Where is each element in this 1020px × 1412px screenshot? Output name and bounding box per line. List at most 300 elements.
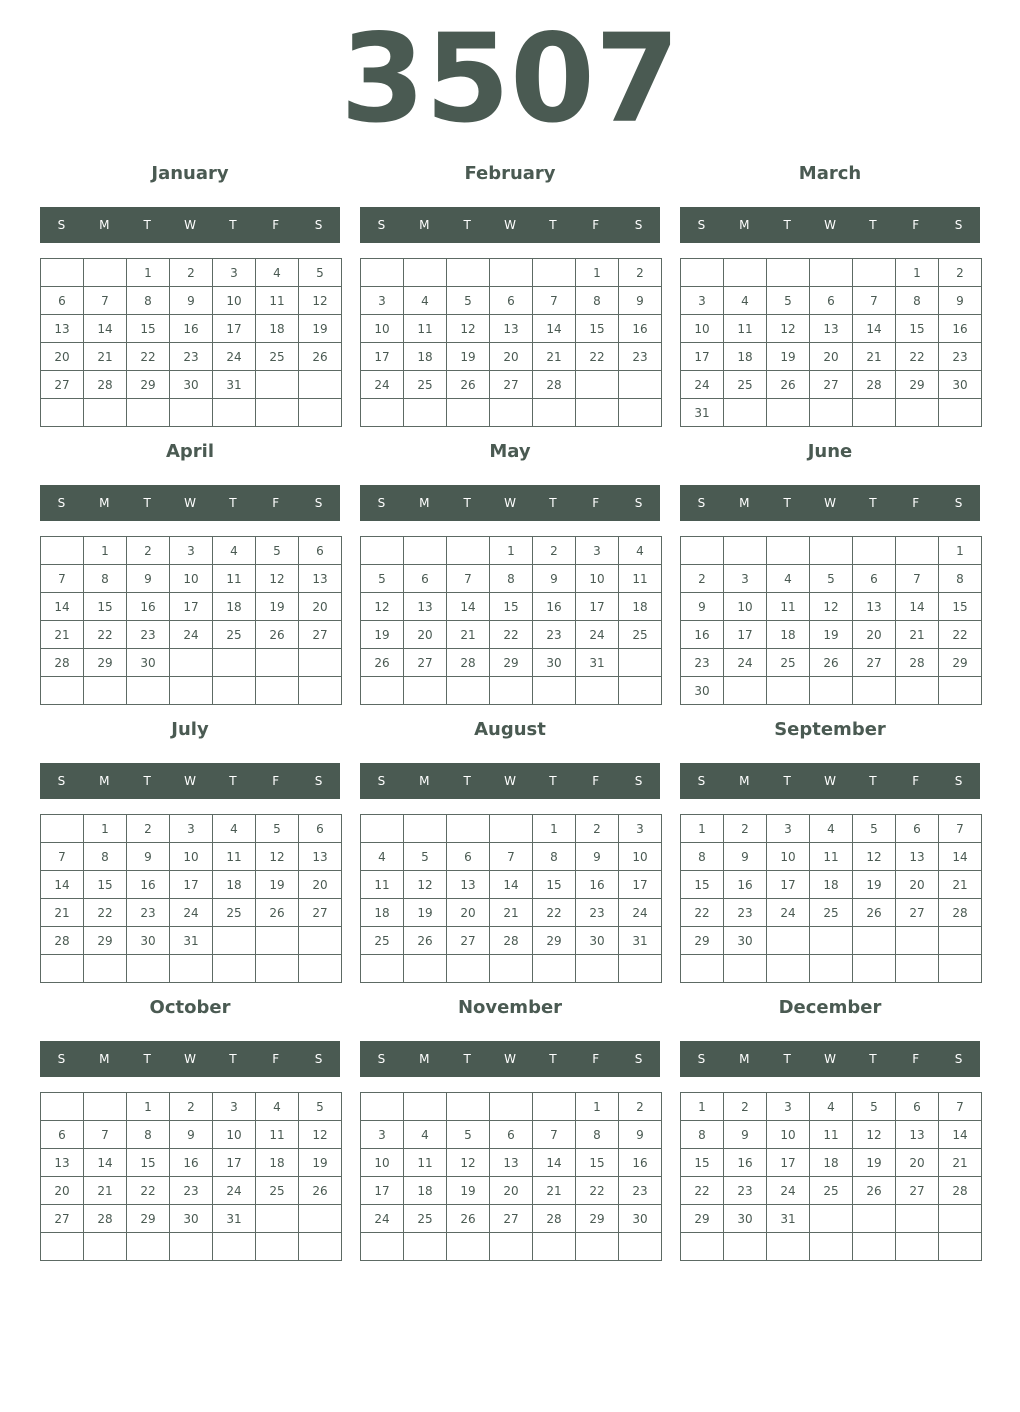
day-cell: 25 xyxy=(213,621,256,649)
day-cell: 23 xyxy=(619,343,662,371)
weekday-label: F xyxy=(592,1052,600,1066)
day-cell: 17 xyxy=(681,343,724,371)
weekday-header xyxy=(680,485,980,521)
day-cell xyxy=(41,1093,84,1121)
day-cell: 21 xyxy=(939,871,982,899)
day-cell: 2 xyxy=(170,259,213,287)
weekday-label: S xyxy=(377,496,386,510)
day-cell xyxy=(84,1093,127,1121)
weekday-label: S xyxy=(57,218,66,232)
day-cell: 22 xyxy=(896,343,939,371)
day-cell: 17 xyxy=(213,315,256,343)
day-cell: 8 xyxy=(533,843,576,871)
day-cell xyxy=(853,537,896,565)
day-cell: 28 xyxy=(939,899,982,927)
day-cell: 17 xyxy=(767,871,810,899)
day-cell: 30 xyxy=(170,371,213,399)
week-row xyxy=(681,1093,982,1121)
weekday-label: F xyxy=(912,218,920,232)
day-cell: 7 xyxy=(853,287,896,315)
week-row xyxy=(361,371,662,399)
day-cell: 24 xyxy=(767,1177,810,1205)
weekday-label: M xyxy=(419,496,430,510)
day-cell: 28 xyxy=(41,927,84,955)
day-cell: 9 xyxy=(127,843,170,871)
day-cell xyxy=(361,537,404,565)
day-cell xyxy=(853,955,896,983)
week-row xyxy=(681,593,982,621)
day-cell: 22 xyxy=(681,1177,724,1205)
day-cell: 8 xyxy=(681,843,724,871)
weekday-label: T xyxy=(143,496,151,510)
day-cell: 11 xyxy=(213,565,256,593)
day-cell: 14 xyxy=(533,315,576,343)
day-cell xyxy=(213,1233,256,1261)
day-cell xyxy=(299,955,342,983)
weekday-label: W xyxy=(824,218,836,232)
week-row xyxy=(41,399,342,427)
day-cell: 8 xyxy=(576,287,619,315)
day-cell: 24 xyxy=(619,899,662,927)
day-cell: 1 xyxy=(84,537,127,565)
weekday-label: S xyxy=(697,774,706,788)
day-cell: 8 xyxy=(127,1121,170,1149)
day-cell: 14 xyxy=(84,1149,127,1177)
week-row xyxy=(681,315,982,343)
day-cell xyxy=(41,399,84,427)
day-cell: 27 xyxy=(299,621,342,649)
day-cell xyxy=(170,1233,213,1261)
day-cell: 5 xyxy=(447,1121,490,1149)
day-cell: 5 xyxy=(361,565,404,593)
day-cell: 4 xyxy=(213,537,256,565)
day-cell: 6 xyxy=(41,1121,84,1149)
day-cell: 6 xyxy=(896,1093,939,1121)
day-cell xyxy=(361,815,404,843)
day-cell: 11 xyxy=(404,315,447,343)
day-cell: 22 xyxy=(533,899,576,927)
day-cell: 17 xyxy=(213,1149,256,1177)
day-cell xyxy=(619,955,662,983)
day-cell: 19 xyxy=(299,1149,342,1177)
week-row xyxy=(361,259,662,287)
day-cell: 26 xyxy=(299,343,342,371)
day-cell: 14 xyxy=(533,1149,576,1177)
day-cell xyxy=(619,1233,662,1261)
day-grid xyxy=(680,536,982,705)
day-cell: 31 xyxy=(681,399,724,427)
day-cell: 12 xyxy=(256,843,299,871)
day-cell: 14 xyxy=(939,1121,982,1149)
day-cell xyxy=(361,259,404,287)
day-cell xyxy=(256,371,299,399)
day-cell: 2 xyxy=(681,565,724,593)
day-cell: 21 xyxy=(939,1149,982,1177)
day-cell xyxy=(299,649,342,677)
day-cell: 14 xyxy=(41,593,84,621)
weekday-label: S xyxy=(697,1052,706,1066)
day-cell: 7 xyxy=(939,1093,982,1121)
day-cell: 13 xyxy=(41,315,84,343)
day-cell: 21 xyxy=(896,621,939,649)
day-cell xyxy=(361,1233,404,1261)
week-row xyxy=(41,1121,342,1149)
weekday-header xyxy=(360,485,660,521)
day-cell xyxy=(810,1205,853,1233)
day-cell: 2 xyxy=(619,1093,662,1121)
day-cell: 30 xyxy=(576,927,619,955)
day-cell: 29 xyxy=(576,1205,619,1233)
weekday-label: T xyxy=(549,496,557,510)
day-cell xyxy=(896,677,939,705)
day-cell: 30 xyxy=(619,1205,662,1233)
weekday-label: S xyxy=(697,496,706,510)
week-row xyxy=(681,649,982,677)
weekday-label: T xyxy=(783,1052,791,1066)
day-cell xyxy=(256,399,299,427)
day-cell: 30 xyxy=(170,1205,213,1233)
day-cell: 23 xyxy=(939,343,982,371)
week-row xyxy=(361,565,662,593)
day-cell: 28 xyxy=(853,371,896,399)
day-cell xyxy=(619,677,662,705)
day-cell: 2 xyxy=(724,815,767,843)
day-cell: 21 xyxy=(490,899,533,927)
day-cell: 29 xyxy=(84,649,127,677)
day-cell: 26 xyxy=(256,621,299,649)
weekday-label: M xyxy=(739,774,750,788)
day-cell: 4 xyxy=(256,1093,299,1121)
day-cell xyxy=(767,399,810,427)
day-cell: 6 xyxy=(404,565,447,593)
day-cell: 27 xyxy=(299,899,342,927)
day-cell: 10 xyxy=(681,315,724,343)
week-row xyxy=(681,259,982,287)
day-cell: 15 xyxy=(576,1149,619,1177)
week-row xyxy=(41,371,342,399)
day-cell: 23 xyxy=(533,621,576,649)
day-cell: 8 xyxy=(84,565,127,593)
day-cell: 15 xyxy=(533,871,576,899)
weekday-label: W xyxy=(504,774,516,788)
weekday-label: S xyxy=(314,496,323,510)
day-cell: 18 xyxy=(256,315,299,343)
week-row xyxy=(41,565,342,593)
day-cell: 30 xyxy=(127,649,170,677)
day-cell: 27 xyxy=(810,371,853,399)
day-cell: 21 xyxy=(533,343,576,371)
day-cell xyxy=(84,1233,127,1261)
day-cell: 11 xyxy=(404,1149,447,1177)
weekday-label: S xyxy=(57,774,66,788)
day-cell: 28 xyxy=(447,649,490,677)
day-cell: 1 xyxy=(939,537,982,565)
week-row xyxy=(361,1205,662,1233)
day-cell: 28 xyxy=(84,371,127,399)
day-cell xyxy=(299,677,342,705)
weekday-label: M xyxy=(739,218,750,232)
day-cell xyxy=(404,537,447,565)
day-cell xyxy=(896,1205,939,1233)
day-cell: 26 xyxy=(810,649,853,677)
day-cell xyxy=(41,537,84,565)
day-cell: 24 xyxy=(213,1177,256,1205)
week-row xyxy=(361,1149,662,1177)
day-cell xyxy=(896,927,939,955)
weekday-label: T xyxy=(229,496,237,510)
week-row xyxy=(41,621,342,649)
weekday-header xyxy=(40,207,340,243)
weekday-label: T xyxy=(463,774,471,788)
day-cell: 3 xyxy=(724,565,767,593)
week-row xyxy=(681,621,982,649)
day-cell: 9 xyxy=(533,565,576,593)
month-name: June xyxy=(807,441,853,462)
day-cell: 16 xyxy=(724,871,767,899)
weekday-label: W xyxy=(184,218,196,232)
day-cell: 17 xyxy=(767,1149,810,1177)
weekday-label: F xyxy=(592,774,600,788)
day-cell: 11 xyxy=(256,1121,299,1149)
day-cell xyxy=(896,955,939,983)
weekday-label: S xyxy=(314,774,323,788)
day-cell: 31 xyxy=(213,1205,256,1233)
week-row xyxy=(681,1205,982,1233)
day-cell xyxy=(170,399,213,427)
week-row xyxy=(361,1093,662,1121)
day-cell: 7 xyxy=(84,1121,127,1149)
day-cell: 28 xyxy=(84,1205,127,1233)
day-cell: 29 xyxy=(127,371,170,399)
day-cell xyxy=(533,677,576,705)
day-cell: 19 xyxy=(447,343,490,371)
day-cell: 12 xyxy=(299,287,342,315)
weekday-label: T xyxy=(869,774,877,788)
weekday-label: F xyxy=(592,496,600,510)
day-cell: 1 xyxy=(127,1093,170,1121)
day-cell: 20 xyxy=(447,899,490,927)
day-cell: 23 xyxy=(170,343,213,371)
day-cell: 29 xyxy=(84,927,127,955)
week-row xyxy=(681,815,982,843)
day-cell: 12 xyxy=(299,1121,342,1149)
month-name: December xyxy=(778,997,882,1018)
week-row xyxy=(361,621,662,649)
day-cell: 7 xyxy=(447,565,490,593)
weekday-label: F xyxy=(592,218,600,232)
day-cell: 27 xyxy=(41,1205,84,1233)
weekday-label: W xyxy=(184,1052,196,1066)
day-cell: 19 xyxy=(361,621,404,649)
month-name: February xyxy=(464,163,556,184)
day-cell: 23 xyxy=(127,899,170,927)
day-cell xyxy=(767,537,810,565)
weekday-header xyxy=(680,763,980,799)
weekday-header xyxy=(360,207,660,243)
day-cell: 15 xyxy=(896,315,939,343)
week-row xyxy=(361,593,662,621)
day-cell: 21 xyxy=(41,621,84,649)
day-cell: 3 xyxy=(619,815,662,843)
day-cell: 25 xyxy=(256,1177,299,1205)
day-cell xyxy=(810,955,853,983)
day-cell: 30 xyxy=(533,649,576,677)
day-cell xyxy=(896,537,939,565)
day-cell: 22 xyxy=(681,899,724,927)
day-cell xyxy=(213,677,256,705)
week-row xyxy=(681,899,982,927)
day-cell xyxy=(896,1233,939,1261)
day-cell: 23 xyxy=(724,1177,767,1205)
day-cell: 15 xyxy=(681,1149,724,1177)
week-row xyxy=(361,287,662,315)
day-cell xyxy=(361,1093,404,1121)
day-cell xyxy=(810,537,853,565)
day-cell xyxy=(404,399,447,427)
week-row xyxy=(681,1233,982,1261)
week-row xyxy=(361,955,662,983)
day-cell: 16 xyxy=(576,871,619,899)
day-cell: 5 xyxy=(299,1093,342,1121)
day-cell: 28 xyxy=(41,649,84,677)
day-cell: 3 xyxy=(361,1121,404,1149)
weekday-header xyxy=(360,763,660,799)
day-cell: 25 xyxy=(810,1177,853,1205)
day-cell: 14 xyxy=(447,593,490,621)
day-cell: 26 xyxy=(447,371,490,399)
day-cell: 12 xyxy=(256,565,299,593)
day-cell: 8 xyxy=(681,1121,724,1149)
day-cell xyxy=(213,955,256,983)
day-grid xyxy=(40,536,342,705)
day-cell: 25 xyxy=(724,371,767,399)
day-cell: 4 xyxy=(361,843,404,871)
weekday-label: T xyxy=(143,218,151,232)
week-row xyxy=(681,677,982,705)
week-row xyxy=(41,927,342,955)
day-cell xyxy=(299,1205,342,1233)
weekday-label: W xyxy=(504,1052,516,1066)
day-cell xyxy=(41,677,84,705)
day-cell: 12 xyxy=(810,593,853,621)
weekday-label: T xyxy=(869,1052,877,1066)
day-cell: 30 xyxy=(939,371,982,399)
day-cell: 16 xyxy=(681,621,724,649)
day-cell: 19 xyxy=(853,1149,896,1177)
day-cell: 9 xyxy=(724,1121,767,1149)
day-cell: 18 xyxy=(404,1177,447,1205)
day-cell: 1 xyxy=(576,259,619,287)
weekday-label: F xyxy=(272,218,280,232)
day-cell: 28 xyxy=(939,1177,982,1205)
week-row xyxy=(361,843,662,871)
day-cell xyxy=(447,955,490,983)
day-cell xyxy=(853,927,896,955)
week-row xyxy=(361,315,662,343)
day-cell: 9 xyxy=(724,843,767,871)
day-cell xyxy=(213,649,256,677)
day-cell: 15 xyxy=(576,315,619,343)
day-cell: 28 xyxy=(896,649,939,677)
day-cell: 25 xyxy=(404,371,447,399)
day-cell xyxy=(361,399,404,427)
week-row xyxy=(41,315,342,343)
day-cell: 5 xyxy=(810,565,853,593)
day-cell: 16 xyxy=(533,593,576,621)
day-cell: 3 xyxy=(576,537,619,565)
week-row xyxy=(361,1177,662,1205)
day-cell: 20 xyxy=(853,621,896,649)
day-cell: 19 xyxy=(853,871,896,899)
day-cell: 20 xyxy=(299,871,342,899)
week-row xyxy=(41,1205,342,1233)
day-cell xyxy=(619,371,662,399)
month-name: May xyxy=(489,441,531,462)
week-row xyxy=(681,565,982,593)
day-cell: 12 xyxy=(361,593,404,621)
weekday-label: W xyxy=(504,496,516,510)
day-cell: 9 xyxy=(681,593,724,621)
weekday-label: M xyxy=(419,218,430,232)
day-cell: 29 xyxy=(533,927,576,955)
day-cell: 30 xyxy=(724,927,767,955)
weekday-label: S xyxy=(954,1052,963,1066)
day-cell: 27 xyxy=(404,649,447,677)
weekday-label: T xyxy=(463,1052,471,1066)
week-row xyxy=(681,537,982,565)
day-cell: 2 xyxy=(170,1093,213,1121)
day-cell xyxy=(810,399,853,427)
day-cell: 8 xyxy=(127,287,170,315)
day-cell xyxy=(256,1205,299,1233)
day-cell xyxy=(490,677,533,705)
weekday-header xyxy=(40,485,340,521)
week-row xyxy=(681,1177,982,1205)
day-cell xyxy=(853,1205,896,1233)
day-cell: 27 xyxy=(896,899,939,927)
day-cell xyxy=(127,1233,170,1261)
day-cell: 20 xyxy=(490,1177,533,1205)
day-cell: 29 xyxy=(127,1205,170,1233)
day-cell: 19 xyxy=(767,343,810,371)
day-cell: 19 xyxy=(256,871,299,899)
weekday-label: T xyxy=(229,774,237,788)
weekday-label: T xyxy=(549,218,557,232)
day-cell: 21 xyxy=(84,1177,127,1205)
day-cell: 18 xyxy=(810,1149,853,1177)
day-cell: 17 xyxy=(170,593,213,621)
day-cell: 18 xyxy=(724,343,767,371)
day-cell: 2 xyxy=(576,815,619,843)
day-cell: 10 xyxy=(724,593,767,621)
day-cell: 10 xyxy=(170,565,213,593)
day-cell xyxy=(127,399,170,427)
day-cell: 23 xyxy=(619,1177,662,1205)
day-cell: 8 xyxy=(896,287,939,315)
day-cell: 3 xyxy=(767,1093,810,1121)
day-cell: 10 xyxy=(361,1149,404,1177)
day-cell xyxy=(447,815,490,843)
day-cell xyxy=(724,259,767,287)
month-name: March xyxy=(798,163,862,184)
day-cell: 22 xyxy=(84,621,127,649)
day-cell: 16 xyxy=(127,593,170,621)
day-cell: 16 xyxy=(619,315,662,343)
day-cell: 14 xyxy=(41,871,84,899)
month-name: August xyxy=(474,719,546,740)
week-row xyxy=(41,1149,342,1177)
day-cell: 7 xyxy=(41,843,84,871)
